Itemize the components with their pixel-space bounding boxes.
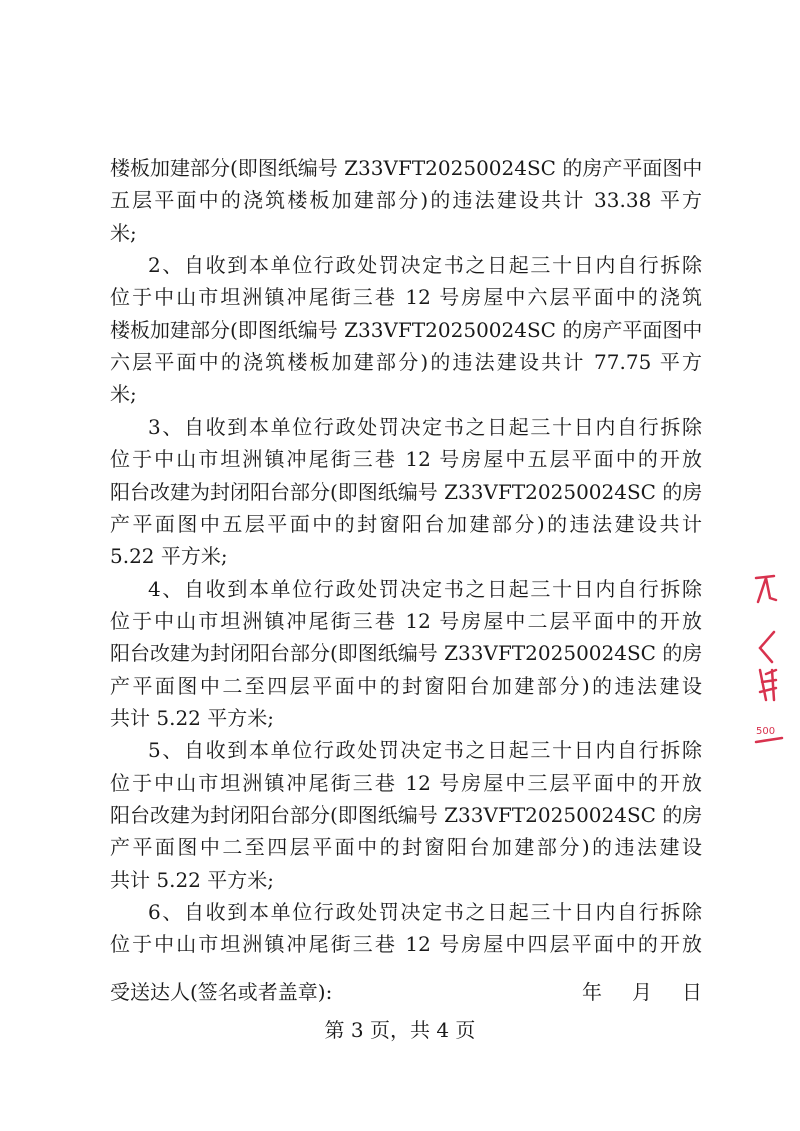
text-line: 楼板加建部分(即图纸编号 Z33VFT20250024SC 的房产平面图中 [110, 317, 703, 342]
text-line: 米; [110, 220, 137, 245]
text-line: 楼板加建部分(即图纸编号 Z33VFT20250024SC 的房产平面图中 [110, 156, 703, 180]
text-line: 位于中山市坦洲镇冲尾街三巷 12 号房屋中六层平面中的浇筑 [110, 285, 702, 310]
text-line: 共计 5.22 平方米; [110, 867, 274, 892]
text-line: 位于中山市坦洲镇冲尾街三巷 12 号房屋中五层平面中的开放 [110, 447, 702, 472]
text-line: 位于中山市坦洲镇冲尾街三巷 12 号房屋中三层平面中的开放 [110, 770, 702, 795]
text-line: 产平面图中二至四层平面中的封窗阳台加建部分)的违法建设 [110, 673, 702, 698]
text-line: 位于中山市坦洲镇冲尾街三巷 12 号房屋中二层平面中的开放 [110, 608, 702, 633]
text-line: 位于中山市坦洲镇冲尾街三巷 12 号房屋中四层平面中的开放 [110, 932, 702, 957]
svg-text:500: 500 [756, 726, 776, 737]
text-line: 5.22 平方米; [110, 544, 228, 569]
date-year: 年 [582, 980, 602, 1004]
text-line: 米; [110, 382, 137, 407]
text-line: 共计 5.22 平方米; [110, 705, 274, 730]
text-line: 产平面图中二至四层平面中的封窗阳台加建部分)的违法建设 [110, 835, 702, 860]
margin-seal-stamp [752, 570, 792, 780]
recipient-signature-line [110, 976, 702, 1008]
page-number: 第 3 页，共 4 页 [324, 1018, 476, 1042]
text-line: 3、自收到本单位行政处罚决定书之日起三十日内自行拆除 [148, 414, 702, 439]
text-line: 5、自收到本单位行政处罚决定书之日起三十日内自行拆除 [148, 738, 702, 763]
text-line: 6、自收到本单位行政处罚决定书之日起三十日内自行拆除 [148, 900, 702, 925]
text-line: 阳台改建为封闭阳台部分(即图纸编号 Z33VFT20250024SC 的房 [110, 479, 703, 504]
text-line: 产平面图中五层平面中的封窗阳台加建部分)的违法建设共计 [110, 511, 702, 536]
text-line: 阳台改建为封闭阳台部分(即图纸编号 Z33VFT20250024SC 的房 [110, 803, 703, 827]
text-line: 4、自收到本单位行政处罚决定书之日起三十日内自行拆除 [148, 576, 702, 601]
date-day: 日 [682, 980, 702, 1004]
signature-date [552, 976, 702, 1008]
text-line: 五层平面中的浇筑楼板加建部分)的违法建设共计 33.38 平方 [110, 188, 702, 213]
date-month: 月 [632, 980, 652, 1004]
signature-label: 受送达人(签名或者盖章): [110, 980, 333, 1004]
text-line: 阳台改建为封闭阳台部分(即图纸编号 Z33VFT20250024SC 的房 [110, 641, 703, 666]
text-line: 六层平面中的浇筑楼板加建部分)的违法建设共计 77.75 平方 [110, 350, 702, 375]
text-line: 2、自收到本单位行政处罚决定书之日起三十日内自行拆除 [148, 253, 702, 278]
